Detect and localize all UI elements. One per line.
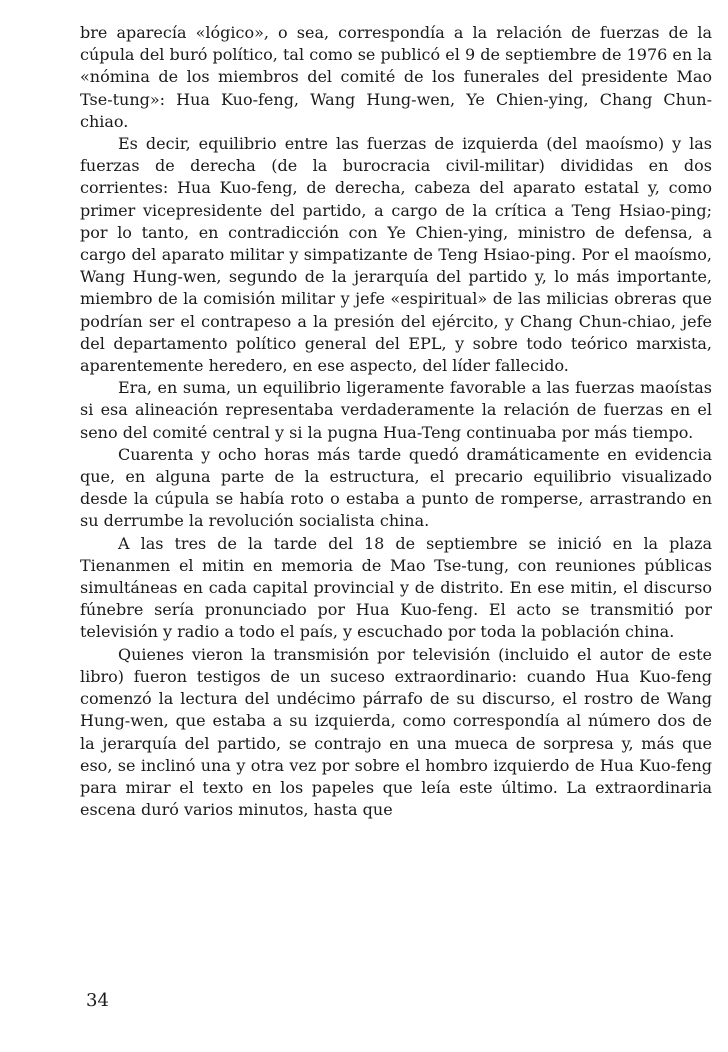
- paragraph-4: Cuarenta y ocho horas más tarde quedó dramáticamente en evidencia que, en alguna parte de la estructura, el precario equilibrio visualizado desde la cúpula se había roto o estaba a punto de romperse, arrastrando en su derrumbe la revolución socialista china.: [80, 444, 712, 531]
- body-text: [80, 22, 712, 821]
- paragraph-5: A las tres de la tarde del 18 de septiembre se inició en la plaza Tienanmen el mitin en memoria de Mao Tse-tung, con reuniones públicas simultáneas en cada capital provincial y de distrito. En ese mitin, el discurso fúnebre sería pronunciado por Hua Kuo-feng. El acto se transmitió por televisión y radio a todo el país, y escuchado por toda la población china.: [80, 533, 712, 642]
- page-number: 34: [86, 990, 109, 1011]
- paragraph-1: bre aparecía «lógico», o sea, correspondía a la relación de fuerzas de la cúpula del buró político, tal como se publicó el 9 de septiembre de 1976 en la «nómina de los miembros del comité de los funerales del presidente Mao Tse-tung»: Hua Kuo-feng, Wang Hung-wen, Ye Chien-ying, Chang Chun-chiao.: [80, 23, 712, 131]
- paragraph-2: Es decir, equilibrio entre las fuerzas de izquierda (del maoísmo) y las fuerzas de derecha (de la burocracia civil-militar) divididas en dos corrientes: Hua Kuo-feng, de derecha, cabeza del aparato estatal y, como primer vicepresidente del partido, a cargo de la crítica a Teng Hsiao-ping; por lo tanto, en contradicción con Ye Chien-ying, ministro de defensa, a cargo del aparato militar y simpatizante de Teng Hsiao-ping. Por el maoísmo, Wang Hung-wen, segundo de la jerarquía del partido y, lo más importante, miembro de la comisión militar y jefe «espiritual» de las milicias obreras que podrían ser el contrapeso a la presión del ejército, y Chang Chun-chiao, jefe del departamento político general del EPL, y sobre todo teórico marxista, aparentemente heredero, en ese aspecto, del líder fallecido.: [80, 134, 712, 376]
- paragraph-6: Quienes vieron la transmisión por televisión (incluido el autor de este libro) fueron testigos de un suceso extraordinario: cuando Hua Kuo-feng comenzó la lectura del undécimo párrafo de su discurso, el rostro de Wang Hung-wen, que estaba a su izquierda, como correspondía al número dos de la jerarquía del partido, se contrajo en una mueca de sorpresa y, más que eso, se inclinó una y otra vez por sobre el hombro izquierdo de Hua Kuo-feng para mirar el texto en los papeles que leía este último. La extraordinaria escena duró varios minutos, hasta que: [80, 644, 712, 820]
- paragraph-3: Era, en suma, un equilibrio ligeramente favorable a las fuerzas maoístas si esa alineación representaba verdaderamente la relación de fuerzas en el seno del comité central y si la pugna Hua-Teng continuaba por más tiempo.: [80, 378, 712, 442]
